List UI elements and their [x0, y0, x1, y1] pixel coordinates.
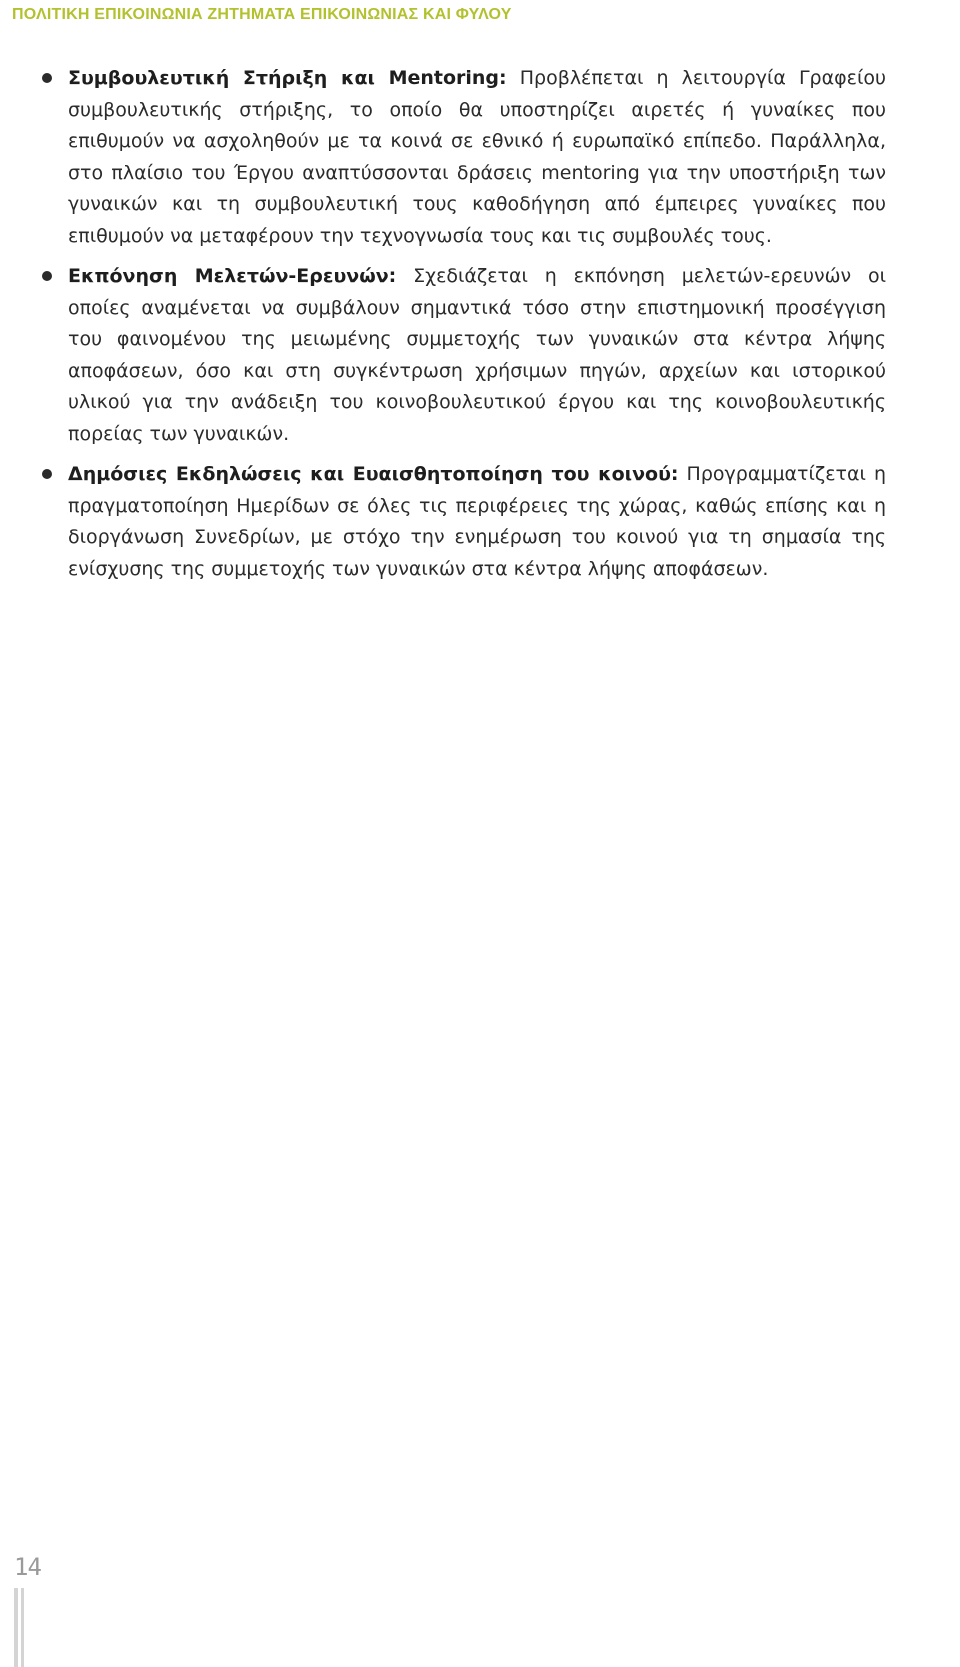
page-number: 14 — [14, 1553, 41, 1581]
bullet-list — [68, 63, 886, 594]
item-text: Σχεδιάζεται η εκπόνηση μελετών-ερευνών οι οποίες αναμένεται να συμβάλουν σημαντικά τόσο στην επιστημονική προσέγγιση του φαινομένου της μειωμένης συμμετοχής των γυναικών στα κέντρα λήψης αποφάσεων, όσο και στη συγκέντρωση χρήσιμων πηγών, αρχείων και ιστορικού υλικού για την ανάδειξη του κοινοβουλευτικού έργου και της κοινοβουλευτικής πορείας των γυναικών. — [68, 265, 886, 445]
bullet-dot-icon — [42, 271, 52, 281]
item-term: Δημόσιες Εκδηλώσεις και Ευαισθητοποίηση του κοινού: — [68, 463, 679, 485]
running-header-title: ΠΟΛΙΤΙΚΗ ΕΠΙΚΟΙΝΩΝΙΑ ΖΗΤΗΜΑΤΑ ΕΠΙΚΟΙΝΩΝΙΑΣ ΚΑΙ ΦΥΛΟΥ — [12, 6, 512, 23]
margin-decoration-bar — [14, 1588, 18, 1667]
list-item-counseling — [68, 63, 886, 252]
item-text: Προβλέπεται η λειτουργία Γραφείου συμβουλευτικής στήριξης, το οποίο θα υποστηρίζει αιρετές ή γυναίκες που επιθυμούν να ασχοληθούν με τα κοινά σε εθνικό ή ευρωπαϊκό επίπεδο. Παράλληλα, στο πλαίσιο του Έργου αναπτύσσονται δράσεις mentoring για την υποστήριξη των γυναικών και τη συμβουλευτική τους καθοδήγηση από έμπειρες γυναίκες που επιθυμούν να μεταφέρουν την τεχνογνωσία τους και τις συμβουλές τους. — [68, 67, 886, 247]
item-term: Συμβουλευτική Στήριξη και Mentoring: — [68, 67, 507, 89]
item-text: Προγραμματίζεται η πραγματοποίηση Ημερίδων σε όλες τις περιφέρειες της χώρας, καθώς επίσης και η διοργάνωση Συνεδρίων, με στόχο την ενημέρωση του κοινού για τη σημασία της ενίσχυσης της συμμετοχής των γυναικών στα κέντρα λήψης αποφάσεων. — [68, 463, 887, 580]
bullet-dot-icon — [42, 73, 52, 83]
bullet-dot-icon — [42, 469, 52, 479]
margin-decoration-bar — [21, 1588, 24, 1667]
item-term: Εκπόνηση Μελετών-Ερευνών: — [68, 265, 397, 287]
list-item-public-events — [68, 459, 886, 585]
list-item-studies — [68, 261, 886, 450]
